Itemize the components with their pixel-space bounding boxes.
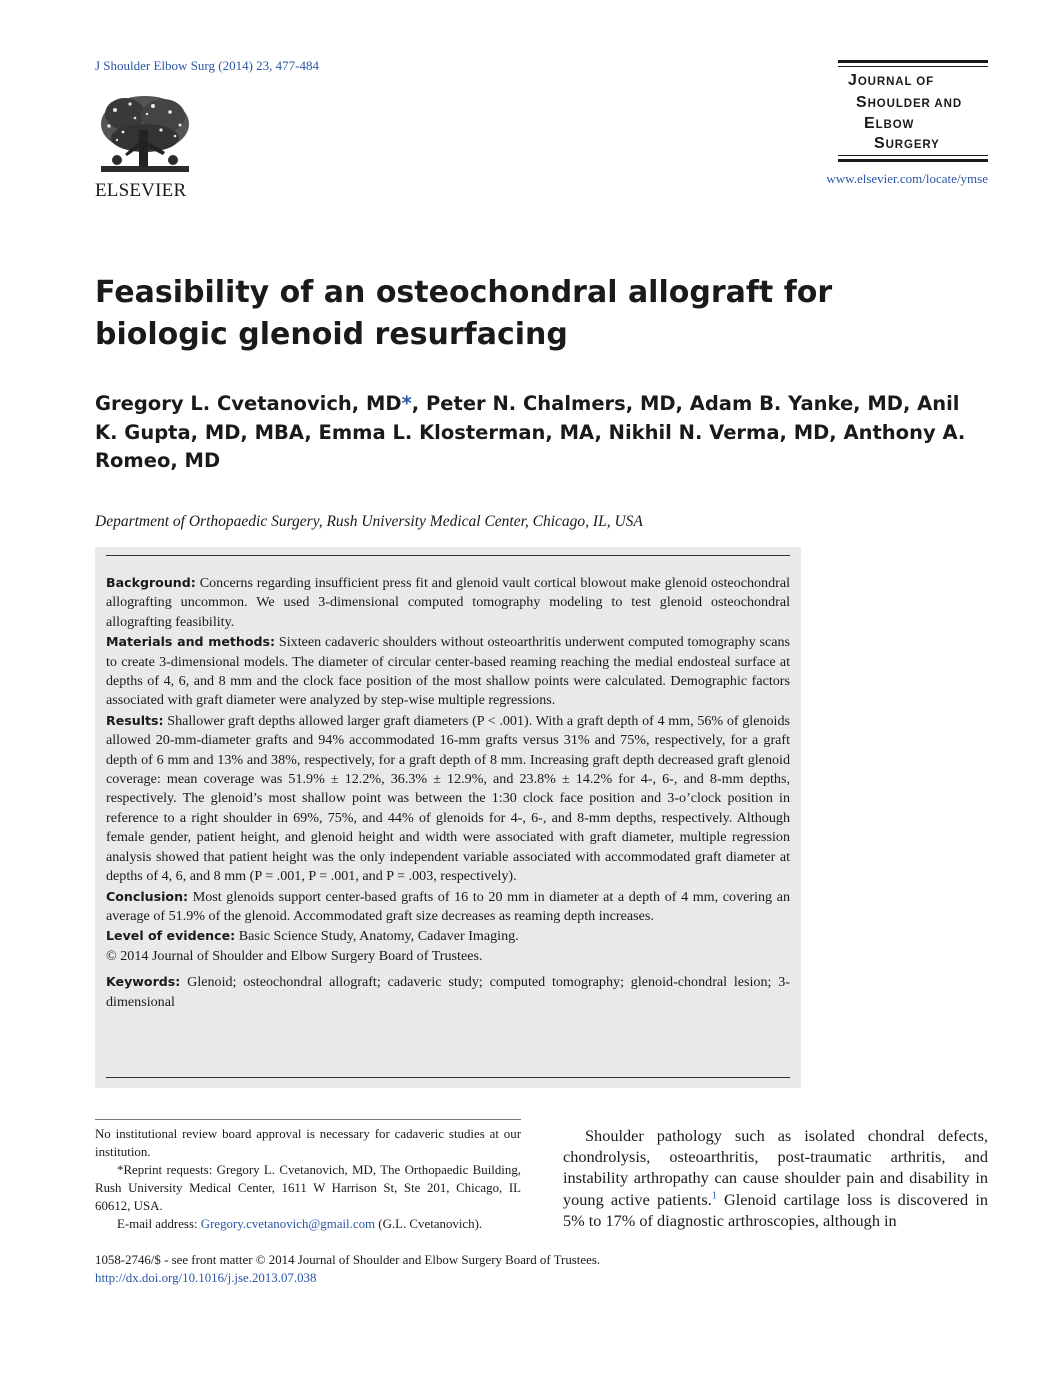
section-label: Background: — [106, 575, 196, 590]
first-author: Gregory L. Cvetanovich, MD — [95, 392, 402, 415]
masthead-rule — [838, 66, 988, 67]
reference-1-link[interactable]: 1 — [711, 1190, 717, 1202]
section-label: Level of evidence: — [106, 928, 236, 944]
intro-text-continued: Glenoid cartilage loss is discovered in 5% to 17% of diagnostic arthroscopies, although in — [563, 1189, 989, 1230]
intro-text: Shoulder pathology such as isolated chondral defects, chondrolysis, osteoarthritis, post-traumatic arthritis, and instability arthropathy can cause shoulder pain and disability in young active patients. — [563, 1126, 988, 1209]
section-text: Shallower graft depths allowed larger graft diameters (P < .001). With a graft depth of 4 mm, 56% of glenoids allowed 20-mm-diameter grafts and 94% accommodated 16-mm grafts versus 31% and 75%, respectively, for a graft depth of 6 mm and 13% and 38%, respectively, for a graft depth of 8 mm. Increasing graft depth decreased graft glenoid coverage: mean coverage was 51.9% ± 12.2%, 36.3% ± 12.9%, and 23.8% ± 14.2% for 4-, 6-, and 8-mm depths, respectively. The glenoid’s most shallow point was between the 1:30 clock face position and 3-o’clock position in reference to a right shoulder in 69%, 75%, and 44% of glenoids for 4-, 6-, and 8-mm depths, respectively. Although female gender, patient height, and glenoid height and width were associated with graft diameter, multiple regression analysis showed that patient height was the only independent variable associated with accommodated graft diameter at depths of 4, 6, and 8 mm (P = .001, P = .001, and P = .003, respectively). — [106, 712, 790, 885]
abstract-evidence — [106, 926, 790, 946]
abstract-conclusion — [106, 887, 790, 927]
abstract-top-rule — [106, 555, 790, 556]
email-footnote — [95, 1215, 521, 1233]
issn-line: 1058-2746/$ - see front matter © 2014 Journal of Shoulder and Elbow Surgery Board of Trustees. — [95, 1253, 601, 1267]
reprint-footnote: *Reprint requests: Gregory L. Cvetanovich, MD, The Orthopaedic Building, Rush University Medical Center, 1611 W Harrison St, Ste 201, Chicago, IL 60612, USA. — [95, 1163, 521, 1213]
intro-paragraph — [563, 1125, 988, 1231]
abstract-background — [106, 573, 790, 632]
abstract-box — [95, 547, 801, 1088]
journal-citation-link[interactable]: J Shoulder Elbow Surg (2014) 23, 477-484 — [95, 58, 320, 73]
masthead-line: SURGERY — [874, 135, 940, 152]
masthead-line: JOURNAL OF — [848, 72, 935, 89]
other-authors: , Peter N. Chalmers, MD, Adam B. Yanke, MD, Anil K. Gupta, MD, MBA, Emma L. Klosterman, MA, Nikhil N. Verma, MD, Anthony A. Romeo, MD — [95, 392, 966, 472]
abstract-methods — [106, 632, 790, 711]
masthead-rule — [838, 60, 988, 63]
masthead-rule — [838, 155, 988, 156]
journal-masthead — [838, 60, 988, 162]
section-label: Conclusion: — [106, 888, 189, 904]
doi-link[interactable]: http://dx.doi.org/10.1016/j.jse.2013.07.038 — [95, 1271, 317, 1285]
abstract-keywords — [106, 972, 790, 1012]
footnotes — [95, 1125, 521, 1233]
irb-footnote: No institutional review board approval is necessary for cadaveric studies at our institution. — [95, 1127, 521, 1159]
abstract-bottom-rule — [106, 1077, 790, 1078]
author-list — [95, 390, 975, 476]
abstract-text — [106, 573, 790, 1012]
section-text: Sixteen cadaveric shoulders without osteoarthritis underwent computed tomography scans to create 3-dimensional models. The diameter of circular center-based reaming reaching the medial endosteal surface at depths of 4, 6, and 8 mm and the clock face position of the most shallow points were calculated. Demographic factors associated with graft diameter were analyzed by step-wise multiple regressions. — [106, 634, 790, 709]
abstract-copyright: © 2014 Journal of Shoulder and Elbow Surgery Board of Trustees. — [106, 947, 483, 964]
affiliation: Department of Orthopaedic Surgery, Rush University Medical Center, Chicago, IL, USA — [95, 513, 643, 530]
section-label: Results: — [106, 712, 164, 728]
corresponding-author-link[interactable]: * — [401, 392, 412, 415]
publisher-name: ELSEVIER — [95, 180, 187, 201]
masthead-line: ELBOW — [864, 115, 915, 132]
article-title: Feasibility of an osteochondral allograft for biologic glenoid resurfacing — [95, 275, 833, 352]
section-text: Most glenoids support center-based grafts of 16 to 20 mm in diameter at a depth of 4 mm, covering an average of 51.9% of the glenoid. Accommodated graft size decreases as reaming depth increases. — [106, 888, 791, 924]
section-text: Glenoid; osteochondral allograft; cadaveric study; computed tomography; glenoid-chondral lesion; 3-dimensional — [106, 974, 790, 1010]
masthead-rule — [838, 159, 988, 162]
footnote-rule — [95, 1119, 521, 1120]
journal-url-link[interactable]: www.elsevier.com/locate/ymse — [826, 171, 988, 186]
section-text: Basic Science Study, Anatomy, Cadaver Imaging. — [238, 928, 519, 945]
abstract-results — [106, 711, 790, 887]
section-text: Concerns regarding insufficient press fit and glenoid vault cortical blowout make glenoid osteochondral allografting uncommon. We used 3-dimensional computed tomography modeling to test glenoid osteochondral allografting feasibility. — [106, 575, 790, 630]
masthead-line: SHOULDER AND — [856, 94, 963, 111]
section-label: Materials and methods: — [106, 634, 276, 650]
email-link[interactable]: Gregory.cvetanovich@gmail.com — [200, 1217, 376, 1231]
bottom-info — [95, 1251, 600, 1287]
email-suffix: (G.L. Cvetanovich). — [378, 1217, 483, 1231]
section-label: Keywords: — [106, 974, 181, 990]
email-label: E-mail address: — [117, 1217, 198, 1231]
